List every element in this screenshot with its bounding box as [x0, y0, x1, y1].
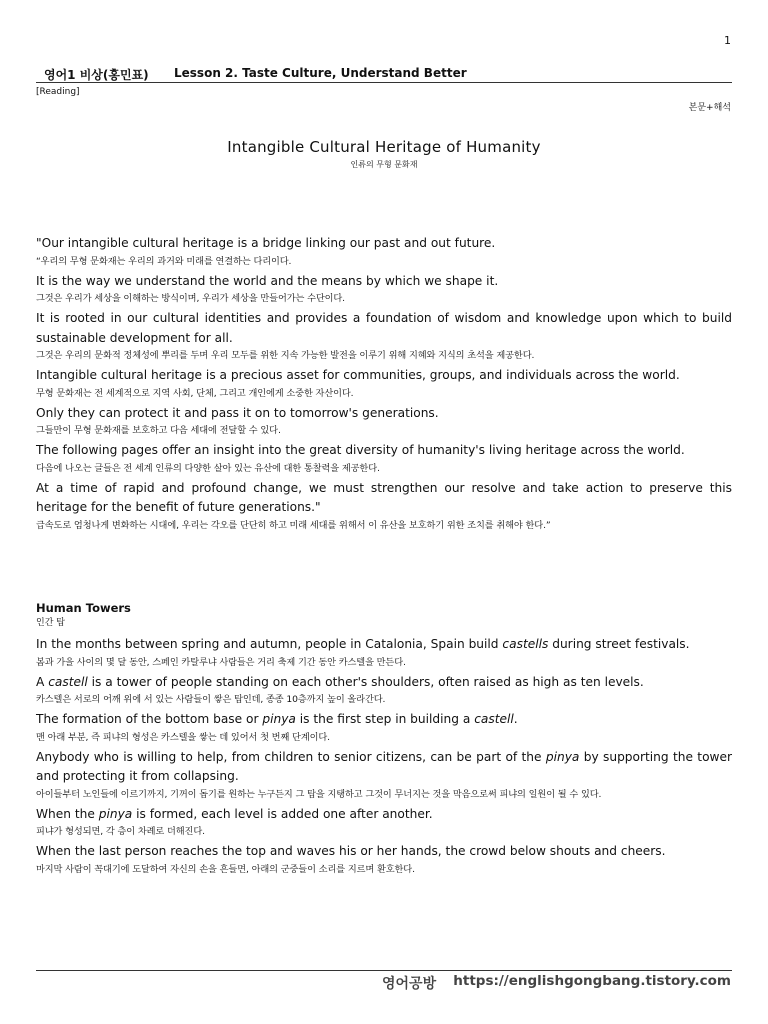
textbook-label: 영어1 비상(홍민표): [44, 68, 149, 82]
korean-translation: 그들만이 무형 문화재를 보호하고 다음 세대에 전달할 수 있다.: [36, 425, 281, 436]
korean-translation: 다음에 나오는 글들은 전 세계 인류의 다양한 살아 있는 유산에 대한 통찰력을 제공한다.: [36, 462, 380, 474]
translation-note: 본문+해석: [688, 103, 731, 113]
footer-divider: [36, 970, 732, 971]
footer-url-link[interactable]: https://englishgongbang.tistory.com: [453, 973, 731, 989]
section-title: Human Towers: [36, 601, 131, 615]
document-header: [36, 66, 732, 83]
korean-translation: 그것은 우리가 세상을 이해하는 방식이며, 우리가 세상을 만들어가는 수단이다.: [36, 293, 346, 304]
english-sentence: Intangible cultural heritage is a precious asset for communities, groups, and individuals across the world.: [36, 368, 680, 382]
english-sentence: It is the way we understand the world and the means by which we shape it.: [36, 273, 499, 288]
lesson-label: Lesson 2. Taste Culture, Understand Better: [174, 66, 467, 80]
korean-translation: 카스텔은 서로의 어깨 위에 서 있는 사람들이 쌓은 탑인데, 종종 10층까지 높이 올라간다.: [36, 694, 386, 705]
english-sentence: The following pages offer an insight into the great diversity of humanity's living heritage across the world.: [36, 443, 685, 457]
footer-brand: 영어공방: [382, 976, 437, 992]
emphasis-term: pinya: [262, 712, 296, 726]
korean-translation: 맨 아래 부분, 즉 피냐의 형성은 카스텔을 쌓는 데 있어서 첫 번째 단계이다.: [36, 731, 330, 743]
page-subtitle: 인류의 무형 문화재: [350, 160, 418, 169]
reading-tag: [Reading]: [36, 87, 80, 97]
emphasis-term: pinya: [545, 749, 580, 764]
english-sentence: In the months between spring and autumn, people in Catalonia, Spain build castells during street festivals.: [36, 637, 690, 651]
english-sentence: A castell is a tower of people standing on each other's shoulders, often raised as high as ten levels.: [36, 674, 644, 689]
english-sentence: When the pinya is formed, each level is added one after another.: [36, 806, 433, 821]
page-title: Intangible Cultural Heritage of Humanity: [227, 138, 541, 156]
korean-translation: 급속도로 엄청나게 변화하는 시대에, 우리는 각오를 단단히 하고 미래 세대를 위해서 이 유산을 보호하기 위한 조치를 취해야 한다.”: [36, 519, 551, 531]
english-sentence: Anybody who is willing to help, from children to senior citizens, can be part of the pinya by supporting the tower and protecting it from collapsing.: [36, 749, 732, 783]
emphasis-term: castell: [48, 674, 88, 689]
human-towers-section: [36, 600, 732, 880]
emphasis-term: castell: [474, 712, 514, 726]
english-sentence: The formation of the bottom base or pinya is the first step in building a castell.: [36, 712, 518, 726]
english-sentence: Only they can protect it and pass it on to tomorrow's generations.: [36, 405, 439, 420]
korean-translation: 그것은 우리의 문화적 정체성에 뿌리를 두며 우리 모두를 위한 지속 가능한 발전을 이루기 위해 지혜와 지식의 초석을 제공한다.: [36, 350, 535, 361]
korean-translation: 아이들부터 노인들에 이르기까지, 기꺼이 돕기를 원하는 누구든지 그 탑을 지탱하고 그것이 무너지는 것을 막음으로써 피냐의 일원이 될 수 있다.: [36, 788, 602, 800]
english-sentence: "Our intangible cultural heritage is a bridge linking our past and out future.: [36, 236, 496, 250]
english-sentence: When the last person reaches the top and waves his or her hands, the crowd below shouts and cheers.: [36, 844, 666, 858]
korean-translation: “우리의 무형 문화재는 우리의 과거와 미래를 연결하는 다리이다.: [36, 255, 292, 267]
korean-translation: 마지막 사람이 꼭대기에 도달하여 자신의 손을 흔들면, 아래의 군중들이 소리를 지르며 환호한다.: [36, 863, 415, 875]
korean-translation: 피냐가 형성되면, 각 층이 차례로 더해진다.: [36, 826, 205, 837]
english-sentence: It is rooted in our cultural identities and provides a foundation of wisdom and knowledge upon which to build sustainable development for all.: [36, 311, 732, 345]
korean-translation: 봄과 가을 사이의 몇 달 동안, 스페인 카탈루냐 사람들은 거리 축제 기간 동안 카스텔을 만든다.: [36, 656, 406, 668]
emphasis-term: pinya: [98, 806, 133, 821]
emphasis-term: castells: [502, 637, 549, 651]
section-subtitle: 인간 탑: [36, 618, 65, 628]
page-number: 1: [724, 34, 731, 47]
intro-passages: [36, 234, 732, 536]
english-sentence: At a time of rapid and profound change, we must strengthen our resolve and take action to preserve this heritage for the benefit of future generations.": [36, 480, 732, 514]
korean-translation: 무형 문화재는 전 세계적으로 지역 사회, 단체, 그리고 개인에게 소중한 자산이다.: [36, 387, 354, 399]
